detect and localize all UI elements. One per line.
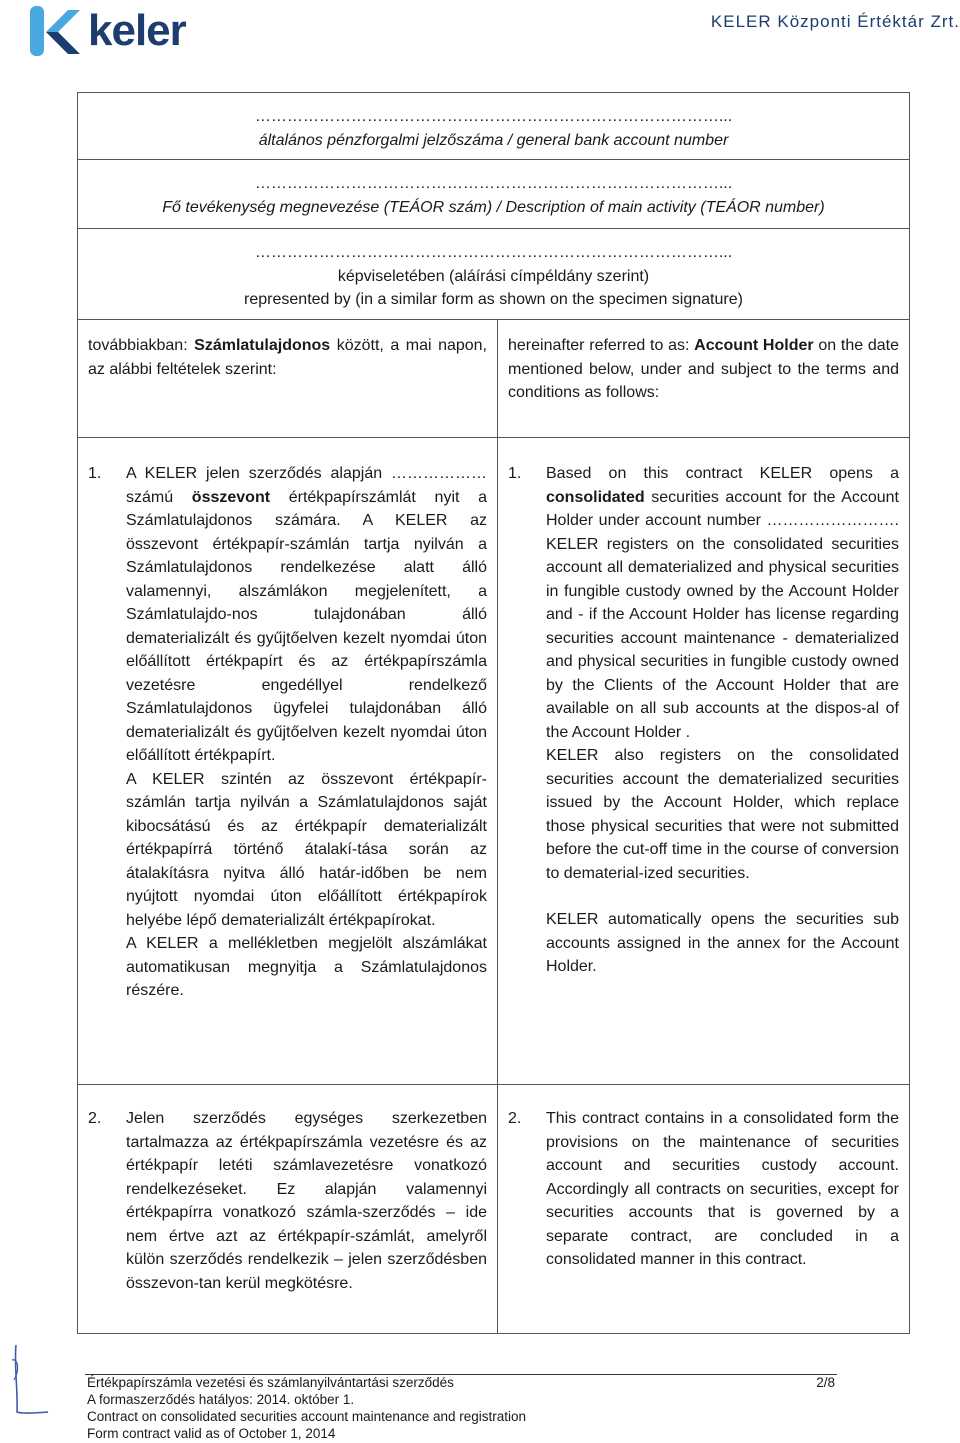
main-activity-dots: ……………………………………………………………………………... (254, 175, 733, 192)
clause-2-en-text: This contract contains in a consolidated form the provisions on the maintenance of securities account and securities custody account. Accordingly all contracts on securities, except for securities accounts that is governed by a separate contract, are concluded in a consolidated manner in this contract. (546, 1110, 899, 1268)
footer-valid-en: Form contract valid as of October 1, 2014 (87, 1426, 336, 1441)
represented-by-label-hu: képviseletében (aláírási címpéldány szerint) (337, 267, 650, 285)
main-activity-row (78, 160, 910, 229)
clause-1-en-p1-a: Based on this contract KELER opens a (546, 465, 899, 482)
intro-en-bold: Account Holder (694, 337, 814, 354)
intro-hu-text-2: között, a mai napon, az alábbi feltételek szerint: (88, 337, 488, 378)
clause-1-hu (78, 438, 498, 1085)
intro-row (78, 320, 910, 438)
intro-en (498, 320, 910, 438)
intro-hu-bold: Számlatulajdonos (194, 337, 331, 354)
bank-account-dots: ……………………………………………………………………………... (254, 108, 733, 125)
clause-1-row (78, 438, 910, 1085)
clause-2-row (78, 1085, 910, 1334)
clause-1-en-p1 (546, 462, 899, 744)
bank-account-label: általános pénzforgalmi jelzőszáma / general bank account number (258, 131, 729, 149)
clause-1-hu-p3: A KELER a mellékletben megjelölt alszámlákat automatikusan megnyitja a Számlatulajdonos részére. (126, 935, 487, 999)
clause-1-en-p1-b: securities account for the Account Holder under account number ……………………. KELER registers on the consolidated securities account all dematerialized and physical securities in fungible custody owned by the Account Holder and - if the Account Holder has license regarding securities account maintenance - dematerialized and physical securities in fungible custody owned by the Clients of the Account Holder that are available on all sub accounts at the dispos-al of the Account Holder . (546, 488, 899, 741)
contract-table (77, 92, 910, 1334)
clause-1-hu-bold: összevont (191, 488, 271, 506)
represented-by-dots: ……………………………………………………………………………... (254, 244, 733, 261)
clause-1-number: 1. (88, 465, 102, 482)
main-activity-label: Fő tevékenység megnevezése (TEÁOR szám) / Description of main activity (TEÁOR number) (162, 198, 825, 216)
footer-title-en: Contract on consolidated securities account maintenance and registration (87, 1409, 527, 1424)
page-number: 2/8 (816, 1375, 835, 1390)
clause-2-number: 2. (88, 1110, 102, 1127)
keler-logo (30, 6, 186, 56)
clause-2-en (498, 1085, 910, 1334)
clause-1-en (498, 438, 910, 1085)
clause-1-hu-p1-b: értékpapírszámlát nyit a Számlatulajdonos számára. A KELER az összevont értékpapír-számlán tartja nyilván a Számlatulajdonos rendelkezése alatt álló valamennyi, alszámlákon megjelenített, a Számlatulajdo-nos tulajdonában álló dematerializált és gyűjtőelven kezelt nyomdai úton előállított értékpapírt és az értékpapírszámla vezetésre engedéllyel rendelkező Számlatulajdonos ügyfelei tulajdonában álló dematerializált és gyűjtőelven kezelt nyomdai úton előállított értékpapírt. (126, 488, 487, 764)
intro-en-text: hereinafter referred to as: (508, 337, 695, 354)
clause-1-en-bold: consolidated (546, 488, 645, 506)
page-header (0, 0, 960, 70)
intro-en-text-2: on the date mentioned below, under and subject to the terms and conditions as follows: (508, 337, 899, 401)
clause-2-hu-text: Jelen szerződés egységes szerkezetben tartalmazza az értékpapírszámla vezetésre és az értékpapír letéti számlavezetésre vonatkozó rendelkezéseket. Ez alapján valamennyi értékpapírra vonatkozó számla-szerződés – ide nem értve azt az értékpapír-számlát, amelyről külön szerződés rendelkezik – jelen szerződésben összevon-tan kerül megkötésre. (126, 1110, 487, 1292)
represented-by-label-en: represented by (in a similar form as shown on the specimen signature) (244, 291, 743, 308)
intro-hu-text: továbbiakban: (88, 337, 195, 354)
clause-1-en-p3: KELER automatically opens the securities sub accounts assigned in the annex for the Account Holder. (546, 911, 899, 975)
bank-account-row (78, 93, 910, 160)
represented-by-row (78, 229, 910, 320)
page-footer (87, 1374, 835, 1442)
clause-1-hu-p1-a: A KELER jelen szerződés alapján ……………… számú (126, 465, 487, 506)
clause-2-number-en: 2. (508, 1110, 522, 1127)
clause-1-en-p2: KELER also registers on the consolidated securities account the dematerialized securities issued by the Account Holder, which replace those physical securities that were not submitted before the cut-off time in the course of conversion to dematerial-ized securities. (546, 747, 899, 882)
footer-valid-hu: A formaszerződés hatályos: 2014. október 1. (87, 1392, 355, 1407)
logo-wordmark: keler (88, 6, 186, 55)
clause-1-hu-p1 (126, 462, 487, 768)
company-name: KELER Központi Értéktár Zrt. (710, 12, 960, 31)
clause-1-number-en: 1. (508, 465, 522, 482)
clause-1-hu-p2: A KELER szintén az összevont értékpapír-számlán tartja nyilván a Számlatulajdonos saját kibocsátású és az értékpapír dematerializált értékpapírrá történő átalakí-tása során az átalakításra nyitva álló határ-időben be nem nyújtott nyomdai úton előállított értékpapírok helyébe lépő dematerializált értékpapírokat. (126, 770, 487, 929)
keler-k-icon (30, 6, 80, 56)
signature-mark-icon (8, 1340, 68, 1420)
intro-hu (78, 320, 498, 438)
clause-2-hu (78, 1085, 498, 1334)
footer-title-hu: Értékpapírszámla vezetési és számlanyilvántartási szerződés (87, 1375, 454, 1390)
